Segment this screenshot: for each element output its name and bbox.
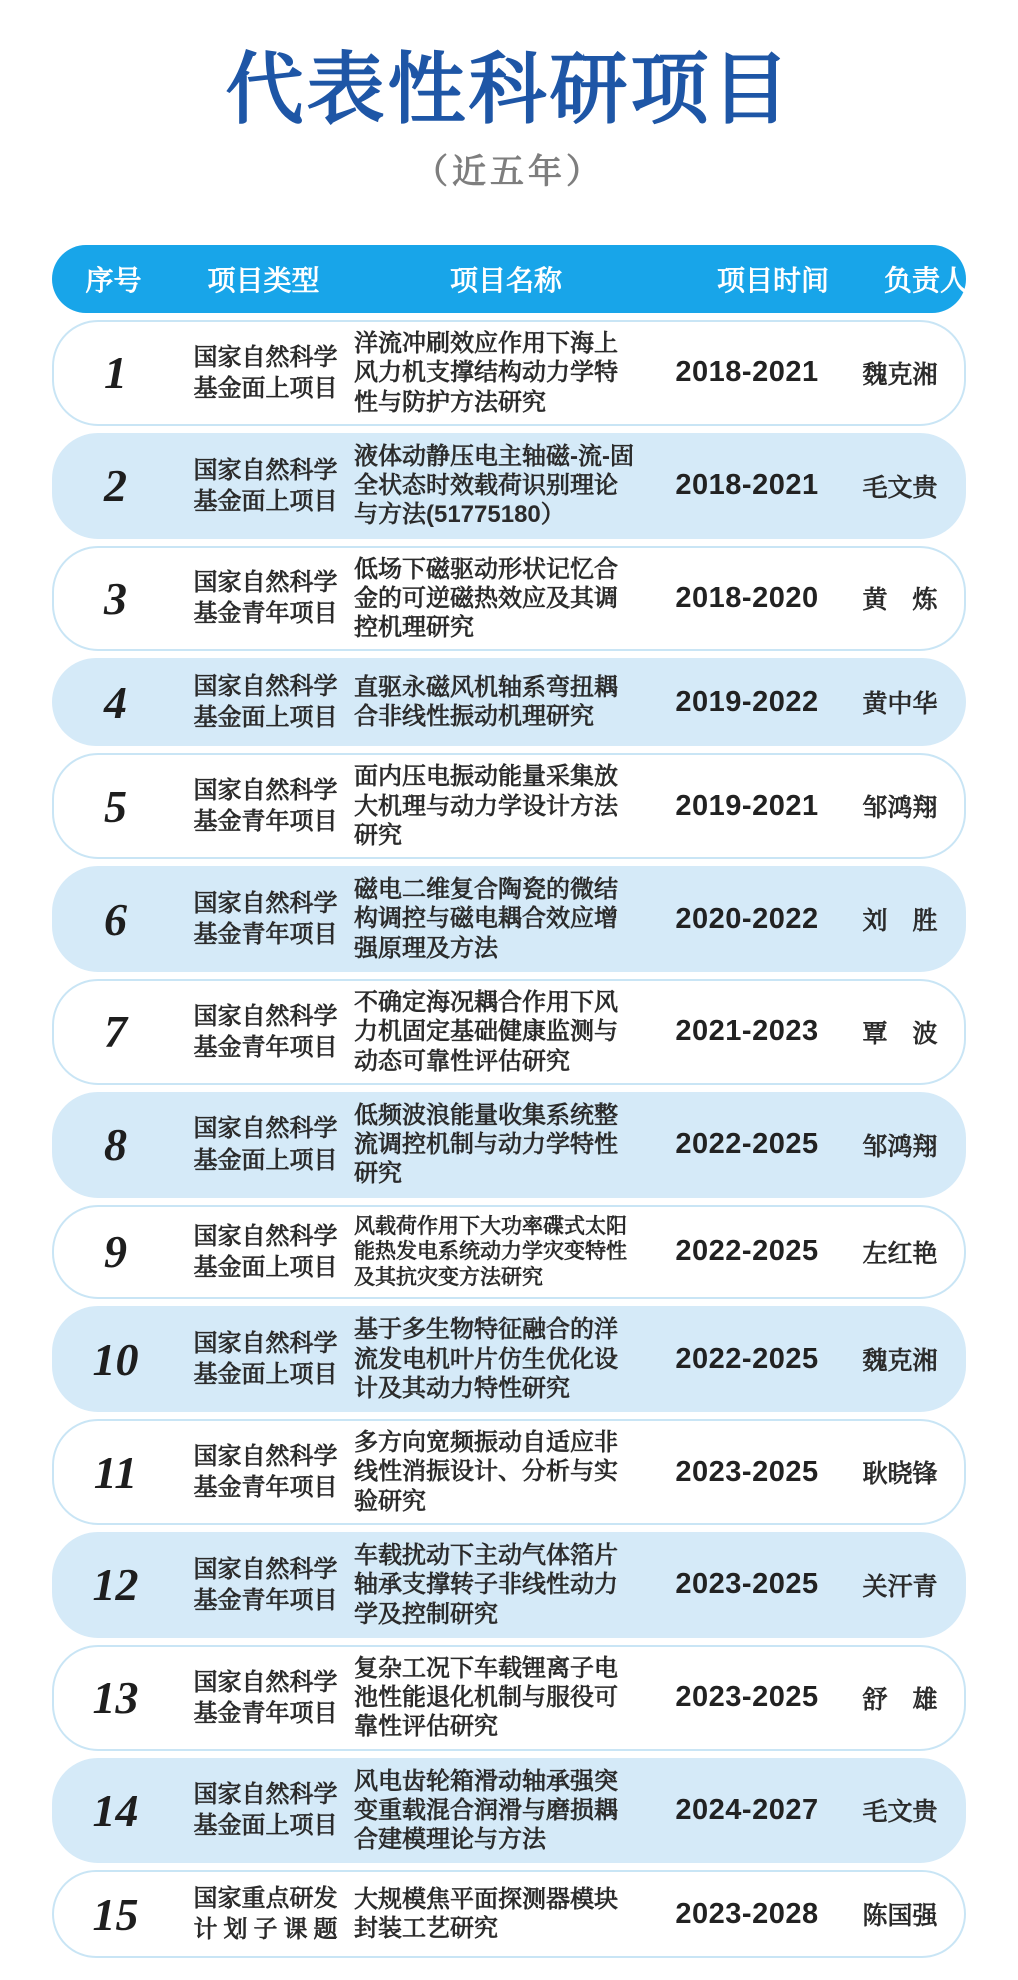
row-number: 15	[92, 1888, 139, 1940]
page-title: 代表性科研项目	[225, 45, 793, 133]
project-type-text: 国家自然科学基金面上项目	[193, 456, 338, 515]
project-type	[177, 671, 354, 733]
project-type-text: 国家自然科学基金青年项目	[193, 569, 338, 628]
row-number: 13	[92, 1672, 139, 1724]
table-row	[52, 866, 966, 972]
project-name: 大规模焦平面探测器模块封装工艺研究	[354, 1886, 618, 1943]
table-row	[52, 1532, 966, 1638]
table-header-row	[52, 245, 966, 313]
project-type-text: 国家自然科学基金面上项目	[193, 1330, 338, 1389]
project-type	[177, 1667, 354, 1729]
project-leader: 黄中华	[862, 690, 938, 719]
row-number: 1	[104, 347, 127, 399]
table-row	[52, 1758, 966, 1864]
table-row	[52, 1092, 966, 1198]
project-leader: 刘 胜	[862, 907, 938, 936]
row-number: 4	[104, 676, 127, 728]
project-name: 面内压电振动能量采集放大机理与动力学设计方法研究	[354, 763, 618, 849]
project-type-text: 国家自然科学基金青年项目	[193, 777, 338, 836]
project-period: 2024-2027	[675, 1793, 819, 1826]
project-type	[177, 1779, 354, 1841]
column-header-leader: 负责人	[883, 265, 968, 296]
project-type-text: 国家自然科学基金面上项目	[193, 1781, 338, 1840]
project-type	[177, 1221, 354, 1283]
project-type	[177, 888, 354, 950]
table-row	[52, 658, 966, 746]
row-number: 2	[104, 460, 127, 512]
project-type-text: 国家自然科学基金青年项目	[193, 1668, 338, 1727]
project-name: 多方向宽频振动自适应非线性消振设计、分析与实验研究	[354, 1429, 618, 1515]
row-number: 9	[104, 1226, 127, 1278]
project-name: 液体动静压电主轴磁-流-固全状态时效载荷识别理论与方法(51775180）	[354, 442, 634, 529]
table-row	[52, 979, 966, 1085]
project-type-text: 国家自然科学基金面上项目	[193, 1222, 338, 1281]
project-leader: 魏克湘	[862, 1347, 938, 1376]
project-type	[177, 1441, 354, 1503]
project-type-text: 国家自然科学基金青年项目	[193, 1002, 338, 1061]
table-row	[52, 1645, 966, 1751]
table-row	[52, 546, 966, 652]
row-number: 10	[92, 1333, 139, 1385]
table-row	[52, 753, 966, 859]
project-period: 2022-2025	[675, 1128, 819, 1161]
table-row	[52, 1419, 966, 1525]
project-period: 2023-2025	[675, 1455, 819, 1488]
table-row	[52, 1306, 966, 1412]
project-name: 车载扰动下主动气体箔片轴承支撑转子非线性动力学及控制研究	[354, 1542, 618, 1628]
row-number: 5	[104, 780, 127, 832]
project-leader: 魏克湘	[862, 360, 938, 389]
project-period: 2018-2021	[675, 469, 819, 502]
table-row	[52, 1870, 966, 1958]
column-header-index: 序号	[85, 265, 142, 296]
project-type	[177, 775, 354, 837]
project-type	[177, 567, 354, 629]
project-period: 2022-2025	[675, 1342, 819, 1375]
project-period: 2019-2021	[675, 789, 819, 822]
table-row	[52, 433, 966, 539]
project-leader: 毛文贵	[862, 473, 938, 502]
project-type	[177, 342, 354, 404]
project-type	[177, 1113, 354, 1175]
project-name: 直驱永磁风机轴系弯扭耦合非线性振动机理研究	[354, 674, 618, 731]
project-name: 基于多生物特征融合的洋流发电机叶片仿生优化设计及其动力特性研究	[354, 1316, 618, 1402]
project-name: 复杂工况下车载锂离子电池性能退化机制与服役可靠性评估研究	[354, 1654, 618, 1741]
project-period: 2020-2022	[675, 902, 819, 935]
project-type	[177, 1883, 354, 1945]
row-number: 6	[104, 893, 127, 945]
project-type-text: 国家自然科学基金面上项目	[193, 673, 338, 732]
table-row	[52, 1205, 966, 1300]
project-leader: 邹鸿翔	[862, 1132, 938, 1161]
row-number: 8	[104, 1119, 127, 1171]
project-type	[177, 1554, 354, 1616]
project-leader: 黄 炼	[862, 586, 938, 615]
project-type	[177, 1001, 354, 1063]
project-leader: 左红艳	[862, 1239, 938, 1268]
project-name: 不确定海况耦合作用下风力机固定基础健康监测与动态可靠性评估研究	[354, 988, 618, 1075]
project-period: 2023-2025	[675, 1681, 819, 1714]
project-period: 2023-2028	[675, 1897, 819, 1930]
project-period: 2019-2022	[675, 685, 819, 718]
project-period: 2021-2023	[675, 1015, 819, 1048]
page-subtitle: （近五年）	[414, 153, 604, 191]
project-type-text: 国家自然科学基金面上项目	[193, 1115, 338, 1174]
project-leader: 毛文贵	[862, 1798, 938, 1827]
project-leader: 覃 波	[862, 1019, 938, 1048]
project-period: 2023-2025	[675, 1568, 819, 1601]
project-leader: 耿晓锋	[862, 1460, 938, 1489]
project-name: 风载荷作用下大功率碟式太阳能热发电系统动力学灾变特性及其抗灾变方法研究	[354, 1214, 627, 1289]
project-type-text: 国家自然科学基金青年项目	[193, 889, 338, 949]
table-body	[52, 320, 966, 1958]
row-number: 14	[92, 1784, 139, 1836]
project-type	[177, 1328, 354, 1390]
project-name: 低频波浪能量收集系统整流调控机制与动力学特性研究	[354, 1101, 618, 1188]
project-type-text: 国家自然科学基金面上项目	[193, 343, 338, 402]
project-name: 磁电二维复合陶瓷的微结构调控与磁电耦合效应增强原理及方法	[354, 876, 618, 962]
row-number: 11	[93, 1446, 138, 1498]
project-type	[177, 455, 354, 517]
project-type-text: 国家重点研发计划子课题	[193, 1885, 338, 1944]
projects-table	[52, 245, 966, 1958]
row-number: 3	[104, 572, 127, 624]
row-number: 12	[92, 1559, 139, 1611]
project-period: 2018-2020	[675, 581, 819, 614]
column-header-type: 项目类型	[207, 265, 320, 296]
project-leader: 陈国强	[862, 1902, 938, 1931]
row-number: 7	[104, 1006, 127, 1058]
project-type-text: 国家自然科学基金青年项目	[193, 1442, 338, 1502]
project-name: 低场下磁驱动形状记忆合金的可逆磁热效应及其调控机理研究	[354, 555, 618, 642]
table-row	[52, 320, 966, 426]
column-header-name: 项目名称	[449, 265, 562, 296]
column-header-period: 项目时间	[716, 265, 829, 296]
project-name: 洋流冲刷效应作用下海上风力机支撑结构动力学特性与防护方法研究	[354, 330, 618, 416]
project-period: 2022-2025	[675, 1235, 819, 1268]
project-type-text: 国家自然科学基金青年项目	[193, 1555, 338, 1614]
project-leader: 舒 雄	[862, 1685, 938, 1714]
project-period: 2018-2021	[675, 356, 819, 389]
project-leader: 邹鸿翔	[862, 794, 938, 823]
project-leader: 关汗青	[862, 1572, 938, 1601]
project-name: 风电齿轮箱滑动轴承强突变重载混合润滑与磨损耦合建模理论与方法	[354, 1767, 618, 1854]
